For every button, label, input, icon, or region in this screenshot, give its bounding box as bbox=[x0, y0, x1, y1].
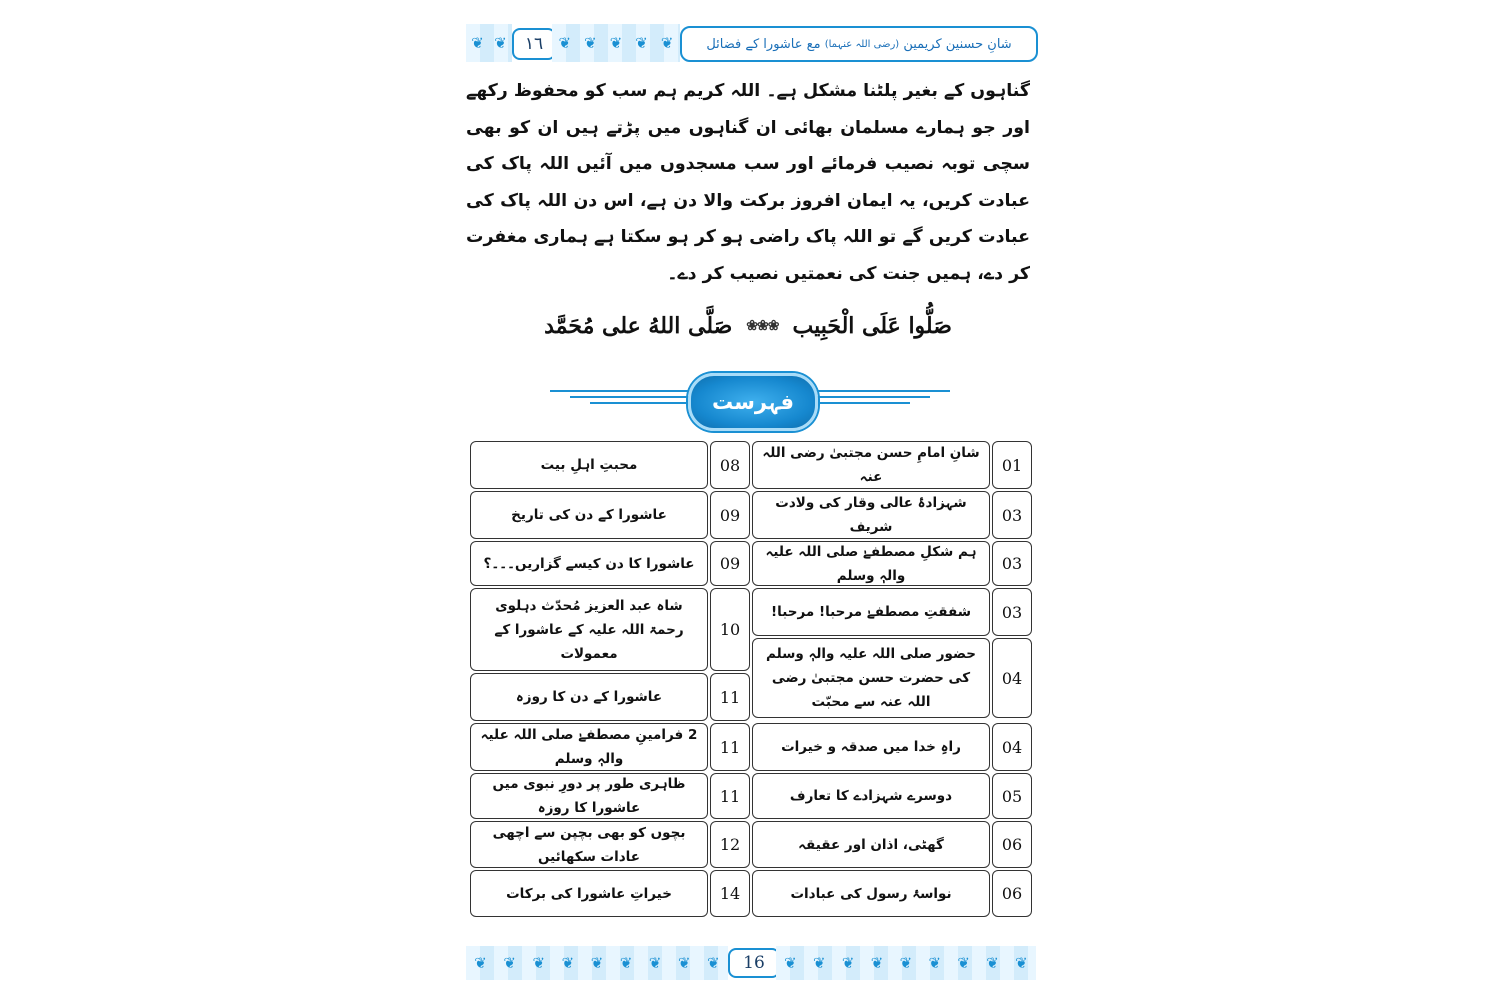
toc-page: 05 bbox=[992, 773, 1032, 819]
toc-page: 08 bbox=[710, 441, 750, 489]
toc-page: 01 bbox=[992, 441, 1032, 489]
toc-title[interactable]: راہِ خدا میں صدقہ و خیرات bbox=[752, 723, 990, 771]
toc-title[interactable]: عاشورا کے دن کی تاریخ bbox=[470, 491, 708, 539]
book-title-honorific: (رضی اللہ عنہما) bbox=[824, 38, 900, 50]
toc-page: 06 bbox=[992, 870, 1032, 917]
table-of-contents bbox=[470, 441, 1032, 918]
toc-page: 11 bbox=[710, 723, 750, 771]
toc-title[interactable]: محبتِ اہلِ بیت bbox=[470, 441, 708, 489]
toc-page: 04 bbox=[992, 723, 1032, 771]
toc-title[interactable]: عاشورا کے دن کا روزہ bbox=[470, 673, 708, 721]
toc-title[interactable]: بچوں کو بھی بچپن سے اچھی عادات سکھائیں bbox=[470, 821, 708, 868]
header-ornament-left: ❦ ❦ bbox=[466, 24, 512, 62]
book-title-main: شانِ حسنین کریمین bbox=[903, 36, 1012, 52]
footer-ornament-left: ❦ ❦ ❦ ❦ ❦ ❦ ❦ ❦ ❦ bbox=[466, 946, 728, 980]
toc-page: 10 bbox=[710, 588, 750, 671]
body-paragraph: گناہوں کے بغیر پلٹنا مشکل ہے۔ اللہ کریم ہم سب کو محفوظ رکھے اور جو ہمارے مسلمان بھائی ان گناہوں میں پڑتے ہیں ان کو بھی سچی توبہ نصیب فرمائے اور سب مسجدوں میں آئیں اللہ پاک کی عبادت کریں، یہ ایمان افروز برکت والا دن ہے، اس دن اللہ پاک کی عبادت کریں گے تو اللہ پاک راضی ہو کر ہو سکتا ہے ہماری مغفرت کر دے، ہمیں جنت کی نعمتیں نصیب کر دے۔ bbox=[466, 81, 1030, 284]
toc-page: 12 bbox=[710, 821, 750, 868]
durood-line bbox=[498, 313, 998, 339]
toc-title[interactable]: حضور صلی اللہ علیہ والہٖ وسلم کی حضرت حسن مجتبیٰ رضی اللہ عنہ سے محبّت bbox=[752, 638, 990, 718]
fehrist-banner: فہرست bbox=[688, 373, 818, 431]
toc-title[interactable]: شاہ عبد العزیز مُحدّث دہلوی رحمۃ اللہ علیہ کے عاشورا کے معمولات bbox=[470, 588, 708, 671]
book-title-tail: مع عاشورا کے فضائل bbox=[706, 36, 821, 52]
toc-page: 03 bbox=[992, 491, 1032, 539]
header-ornament-middle: ❦ ❦ ❦ ❦ ❦ bbox=[552, 24, 680, 62]
toc-title[interactable]: نواسۂ رسول کی عبادات bbox=[752, 870, 990, 917]
toc-title[interactable]: شہزادۂ عالی وقار کی ولادت شریف bbox=[752, 491, 990, 539]
durood-right: صَلُّوا عَلَى الْحَبِيب bbox=[792, 313, 952, 339]
footer-page-number: 16 bbox=[728, 948, 780, 978]
toc-title[interactable]: عاشورا کا دن کیسے گزاریں۔۔۔؟ bbox=[470, 541, 708, 586]
page-header bbox=[466, 24, 1036, 62]
toc-left-column bbox=[470, 441, 750, 918]
flower-ornament-icon: ❀❀❀ bbox=[746, 318, 779, 334]
header-page-number: ١٦ bbox=[512, 28, 556, 60]
book-title bbox=[680, 26, 1038, 62]
toc-title[interactable]: گھٹی، اذان اور عقیقہ bbox=[752, 821, 990, 868]
toc-title[interactable]: شفقتِ مصطفےٰ مرحبا! مرحبا! bbox=[752, 588, 990, 636]
durood-left: صَلَّى اللهُ على مُحَمَّد bbox=[544, 313, 733, 339]
toc-page: 09 bbox=[710, 541, 750, 586]
toc-right-column bbox=[752, 441, 1032, 918]
toc-page: 04 bbox=[992, 638, 1032, 718]
toc-title[interactable]: دوسرے شہزادے کا تعارف bbox=[752, 773, 990, 819]
toc-page: 09 bbox=[710, 491, 750, 539]
toc-page: 11 bbox=[710, 773, 750, 819]
toc-title[interactable]: شانِ امامِ حسن مجتبیٰ رضی اللہ عنہ bbox=[752, 441, 990, 489]
toc-page: 06 bbox=[992, 821, 1032, 868]
toc-page: 11 bbox=[710, 673, 750, 721]
toc-page: 14 bbox=[710, 870, 750, 917]
book-page bbox=[458, 0, 1042, 1000]
toc-title[interactable]: 2 فرامینِ مصطفےٰ صلی اللہ علیہ والہٖ وسلم bbox=[470, 723, 708, 771]
toc-title[interactable]: ہم شکلِ مصطفےٰ صلی اللہ علیہ والہٖ وسلم bbox=[752, 541, 990, 586]
toc-title[interactable]: خیراتِ عاشورا کی برکات bbox=[470, 870, 708, 917]
toc-title[interactable]: ظاہری طور پر دورِ نبوی میں عاشورا کا روزہ bbox=[470, 773, 708, 819]
toc-page: 03 bbox=[992, 588, 1032, 636]
toc-page: 03 bbox=[992, 541, 1032, 586]
footer-ornament-right: ❦ ❦ ❦ ❦ ❦ ❦ ❦ ❦ ❦ bbox=[776, 946, 1036, 980]
page-footer bbox=[466, 946, 1036, 980]
